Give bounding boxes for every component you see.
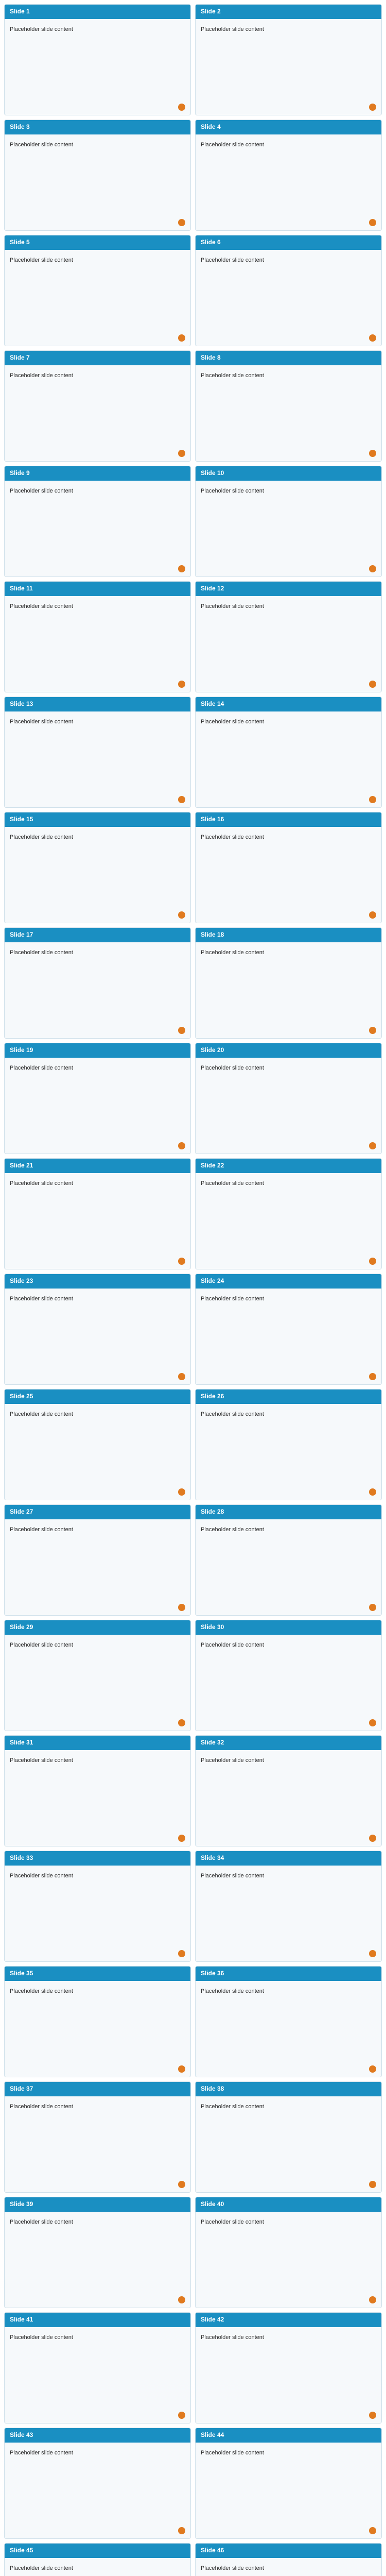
slide-decoration-dot xyxy=(369,450,376,457)
slide-heading: Slide 22 xyxy=(201,1162,224,1169)
slide-header-band xyxy=(196,1967,381,1981)
slide-decoration-dot xyxy=(178,2296,185,2303)
slide xyxy=(4,581,191,692)
slide-heading: Slide 10 xyxy=(201,469,224,477)
slide-decoration-dot xyxy=(178,1142,185,1149)
slide xyxy=(4,1158,191,1269)
slide xyxy=(195,1389,382,1500)
slide-heading: Slide 7 xyxy=(10,354,30,361)
slide-body-text: Placeholder slide content xyxy=(10,1411,73,1417)
slide xyxy=(195,1735,382,1846)
slide-body-text: Placeholder slide content xyxy=(201,488,264,494)
slide-heading: Slide 19 xyxy=(10,1046,33,1054)
slide xyxy=(4,1966,191,2077)
slide-heading: Slide 2 xyxy=(201,8,221,15)
slide-heading: Slide 4 xyxy=(201,123,221,130)
slide-body-text: Placeholder slide content xyxy=(201,1411,264,1417)
slide xyxy=(195,1504,382,1616)
slide-body-text: Placeholder slide content xyxy=(201,142,264,148)
slide-body-text: Placeholder slide content xyxy=(10,257,73,263)
slide-decoration-dot xyxy=(178,565,185,572)
slide-body-text: Placeholder slide content xyxy=(10,2219,73,2225)
slide-body-text: Placeholder slide content xyxy=(10,1757,73,1764)
slide-heading: Slide 32 xyxy=(201,1739,224,1746)
slide xyxy=(4,697,191,808)
slide-heading: Slide 27 xyxy=(10,1508,33,1515)
slide xyxy=(195,1158,382,1269)
slide-heading: Slide 39 xyxy=(10,2200,33,2208)
slide-decoration-dot xyxy=(178,2181,185,2188)
slide-decoration-dot xyxy=(178,1950,185,1957)
slide-header-band xyxy=(196,697,381,711)
slide-body-text: Placeholder slide content xyxy=(201,1296,264,1302)
slide-header-band xyxy=(196,1389,381,1404)
slide-heading: Slide 45 xyxy=(10,2547,33,2554)
slide-decoration-dot xyxy=(369,1027,376,1034)
slide-decoration-dot xyxy=(369,565,376,572)
slide-heading: Slide 13 xyxy=(10,700,33,707)
slide-decoration-dot xyxy=(178,104,185,111)
slide-header-band xyxy=(196,1505,381,1519)
slide-heading: Slide 6 xyxy=(201,239,221,246)
slide-body-text: Placeholder slide content xyxy=(201,372,264,379)
slide-heading: Slide 26 xyxy=(201,1393,224,1400)
slide-header-band xyxy=(5,697,190,711)
slide-body-text: Placeholder slide content xyxy=(201,603,264,609)
slide-decoration-dot xyxy=(178,1488,185,1496)
slide-heading: Slide 8 xyxy=(201,354,221,361)
slide-decoration-dot xyxy=(369,911,376,919)
slide-body-text: Placeholder slide content xyxy=(201,1642,264,1648)
slide-header-band xyxy=(196,812,381,827)
slide-heading: Slide 18 xyxy=(201,931,224,938)
slide-heading: Slide 23 xyxy=(10,1277,33,1284)
slide-body-text: Placeholder slide content xyxy=(10,1642,73,1648)
slide-decoration-dot xyxy=(369,2412,376,2419)
slide-header-band xyxy=(5,235,190,250)
slide-header-band xyxy=(196,1159,381,1173)
slide-decoration-dot xyxy=(369,219,376,226)
slide-body-text: Placeholder slide content xyxy=(10,142,73,148)
slide-header-band xyxy=(196,120,381,134)
slide xyxy=(195,1966,382,2077)
slide-header-band xyxy=(5,1389,190,1404)
slide-decoration-dot xyxy=(178,681,185,688)
slide xyxy=(4,1620,191,1731)
slide-body-text: Placeholder slide content xyxy=(10,603,73,609)
slide-body-text: Placeholder slide content xyxy=(201,1180,264,1187)
slide-heading: Slide 43 xyxy=(10,2431,33,2438)
slide xyxy=(195,466,382,577)
slide-decoration-dot xyxy=(369,1142,376,1149)
slide-header-band xyxy=(196,1274,381,1289)
slide-heading: Slide 30 xyxy=(201,1623,224,1631)
slide xyxy=(4,1043,191,1154)
slide-header-band xyxy=(5,2313,190,2327)
slide xyxy=(4,2081,191,2193)
slide-decoration-dot xyxy=(369,334,376,342)
slide xyxy=(195,350,382,462)
slide-heading: Slide 16 xyxy=(201,816,224,823)
slide-header-band xyxy=(5,351,190,365)
slide-header-band xyxy=(196,2544,381,2558)
slide-header-band xyxy=(5,2197,190,2212)
slide-heading: Slide 15 xyxy=(10,816,33,823)
slide-decoration-dot xyxy=(369,1719,376,1726)
slide xyxy=(4,2543,191,2576)
slide-decoration-dot xyxy=(369,1950,376,1957)
slide-heading: Slide 31 xyxy=(10,1739,33,1746)
slide-header-band xyxy=(5,1620,190,1635)
slide xyxy=(4,1735,191,1846)
slide-decoration-dot xyxy=(178,2065,185,2073)
slide-heading: Slide 12 xyxy=(201,585,224,592)
slide-body-text: Placeholder slide content xyxy=(10,719,73,725)
slide-body-text: Placeholder slide content xyxy=(10,26,73,32)
slide-body-text: Placeholder slide content xyxy=(201,2104,264,2110)
slide-body-text: Placeholder slide content xyxy=(201,257,264,263)
slide-header-band xyxy=(196,235,381,250)
slide-header-band xyxy=(196,2428,381,2443)
slide-decoration-dot xyxy=(178,911,185,919)
slide xyxy=(195,1043,382,1154)
slide-decoration-dot xyxy=(369,1604,376,1611)
slide-body-text: Placeholder slide content xyxy=(201,2565,264,2571)
slide-decoration-dot xyxy=(369,2065,376,2073)
slide xyxy=(195,927,382,1039)
slide-decoration-dot xyxy=(369,796,376,803)
slide-header-band xyxy=(196,1851,381,1866)
slide-header-band xyxy=(196,5,381,19)
slide xyxy=(4,2197,191,2308)
slide-heading: Slide 34 xyxy=(201,1854,224,1861)
slide-heading: Slide 37 xyxy=(10,2085,33,2092)
slide xyxy=(4,350,191,462)
slide-header-band xyxy=(5,928,190,942)
slide-body-text: Placeholder slide content xyxy=(201,1988,264,1994)
slide-body-text: Placeholder slide content xyxy=(201,950,264,956)
slide-decoration-dot xyxy=(178,2412,185,2419)
slide-body-text: Placeholder slide content xyxy=(201,1873,264,1879)
slide-decoration-dot xyxy=(369,1258,376,1265)
slide-header-band xyxy=(196,1736,381,1750)
slide-body-text: Placeholder slide content xyxy=(201,1757,264,1764)
slide-decoration-dot xyxy=(369,2296,376,2303)
slide xyxy=(4,2312,191,2424)
slide-header-band xyxy=(196,1620,381,1635)
slide-header-band xyxy=(5,2428,190,2443)
slide-heading: Slide 38 xyxy=(201,2085,224,2092)
slide-body-text: Placeholder slide content xyxy=(10,1180,73,1187)
slide xyxy=(4,120,191,231)
slide-header-band xyxy=(196,2313,381,2327)
slide-decoration-dot xyxy=(178,1258,185,1265)
slide-body-text: Placeholder slide content xyxy=(201,2219,264,2225)
slide-decoration-dot xyxy=(178,1719,185,1726)
slide-decoration-dot xyxy=(178,1027,185,1034)
slide-header-band xyxy=(196,2197,381,2212)
slide-heading: Slide 33 xyxy=(10,1854,33,1861)
slide-decoration-dot xyxy=(369,1488,376,1496)
slide-heading: Slide 25 xyxy=(10,1393,33,1400)
slide-header-band xyxy=(196,351,381,365)
slide xyxy=(195,812,382,923)
slide-body-text: Placeholder slide content xyxy=(10,372,73,379)
slide-body-text: Placeholder slide content xyxy=(201,719,264,725)
slide-header-band xyxy=(5,812,190,827)
slide xyxy=(195,1274,382,1385)
slide-body-text: Placeholder slide content xyxy=(10,2334,73,2341)
slide xyxy=(195,697,382,808)
slide xyxy=(4,1389,191,1500)
slide-heading: Slide 36 xyxy=(201,1970,224,1977)
slide-heading: Slide 5 xyxy=(10,239,30,246)
slide-header-band xyxy=(5,1043,190,1058)
slide-body-text: Placeholder slide content xyxy=(201,26,264,32)
slide-decoration-dot xyxy=(178,219,185,226)
slide-header-band xyxy=(196,466,381,481)
slide-decoration-dot xyxy=(369,1835,376,1842)
slide-header-band xyxy=(5,1274,190,1289)
slide-heading: Slide 46 xyxy=(201,2547,224,2554)
slide xyxy=(4,466,191,577)
slide-body-text: Placeholder slide content xyxy=(10,1988,73,1994)
slide-body-text: Placeholder slide content xyxy=(10,1873,73,1879)
slide-decoration-dot xyxy=(178,450,185,457)
slide-body-text: Placeholder slide content xyxy=(10,834,73,840)
slide xyxy=(195,120,382,231)
slide xyxy=(195,2428,382,2539)
slide-heading: Slide 14 xyxy=(201,700,224,707)
slide-decoration-dot xyxy=(178,1604,185,1611)
slide xyxy=(4,2428,191,2539)
slide-body-text: Placeholder slide content xyxy=(201,834,264,840)
slide-heading: Slide 20 xyxy=(201,1046,224,1054)
slide-heading: Slide 17 xyxy=(10,931,33,938)
slide-header-band xyxy=(5,1967,190,1981)
slide-heading: Slide 21 xyxy=(10,1162,33,1169)
slide-heading: Slide 42 xyxy=(201,2316,224,2323)
slide xyxy=(195,2543,382,2576)
slide-decoration-dot xyxy=(369,2181,376,2188)
slide-decoration-dot xyxy=(369,681,376,688)
slide-heading: Slide 40 xyxy=(201,2200,224,2208)
slide-decoration-dot xyxy=(369,2527,376,2534)
slide xyxy=(195,4,382,115)
slide-heading: Slide 29 xyxy=(10,1623,33,1631)
slide-body-text: Placeholder slide content xyxy=(10,2104,73,2110)
slide xyxy=(4,1851,191,1962)
slide-heading: Slide 1 xyxy=(10,8,30,15)
slide-body-text: Placeholder slide content xyxy=(201,2450,264,2456)
slide-heading: Slide 24 xyxy=(201,1277,224,1284)
slide-body-text: Placeholder slide content xyxy=(10,2565,73,2571)
slide-header-band xyxy=(5,1505,190,1519)
slide xyxy=(195,2312,382,2424)
slide-header-band xyxy=(5,2082,190,2096)
slide xyxy=(4,235,191,346)
slide-header-band xyxy=(196,2082,381,2096)
slide-heading: Slide 35 xyxy=(10,1970,33,1977)
slide-header-band xyxy=(5,120,190,134)
slide xyxy=(4,4,191,115)
slide-header-band xyxy=(5,2544,190,2558)
slide xyxy=(4,1504,191,1616)
slide xyxy=(195,2081,382,2193)
slide-decoration-dot xyxy=(369,104,376,111)
slide-header-band xyxy=(196,928,381,942)
slide-decoration-dot xyxy=(178,1373,185,1380)
slide-body-text: Placeholder slide content xyxy=(10,2450,73,2456)
slide-heading: Slide 44 xyxy=(201,2431,224,2438)
slide xyxy=(195,581,382,692)
slide-decoration-dot xyxy=(178,334,185,342)
slide-header-band xyxy=(5,1736,190,1750)
slide xyxy=(195,235,382,346)
slide xyxy=(195,1851,382,1962)
slide-header-band xyxy=(5,582,190,596)
slide-header-band xyxy=(5,5,190,19)
slide-header-band xyxy=(5,1851,190,1866)
slide-body-text: Placeholder slide content xyxy=(201,1065,264,1071)
slide xyxy=(195,2197,382,2308)
slide-body-text: Placeholder slide content xyxy=(201,2334,264,2341)
slide-body-text: Placeholder slide content xyxy=(201,1527,264,1533)
slide-heading: Slide 9 xyxy=(10,469,30,477)
slide-decoration-dot xyxy=(369,1373,376,1380)
slide-header-band xyxy=(5,466,190,481)
slide-body-text: Placeholder slide content xyxy=(10,950,73,956)
slide-heading: Slide 41 xyxy=(10,2316,33,2323)
slide-heading: Slide 3 xyxy=(10,123,30,130)
slide-body-text: Placeholder slide content xyxy=(10,488,73,494)
slide-body-text: Placeholder slide content xyxy=(10,1065,73,1071)
slide-decoration-dot xyxy=(178,1835,185,1842)
slide xyxy=(4,1274,191,1385)
slide xyxy=(4,927,191,1039)
slide-decoration-dot xyxy=(178,2527,185,2534)
slide xyxy=(4,812,191,923)
slide-decoration-dot xyxy=(178,796,185,803)
slide-body-text: Placeholder slide content xyxy=(10,1527,73,1533)
slide-body-text: Placeholder slide content xyxy=(10,1296,73,1302)
slide-heading: Slide 11 xyxy=(10,585,33,592)
slide-header-band xyxy=(196,582,381,596)
slide xyxy=(195,1620,382,1731)
slide-heading: Slide 28 xyxy=(201,1508,224,1515)
slide-header-band xyxy=(5,1159,190,1173)
slide-header-band xyxy=(196,1043,381,1058)
